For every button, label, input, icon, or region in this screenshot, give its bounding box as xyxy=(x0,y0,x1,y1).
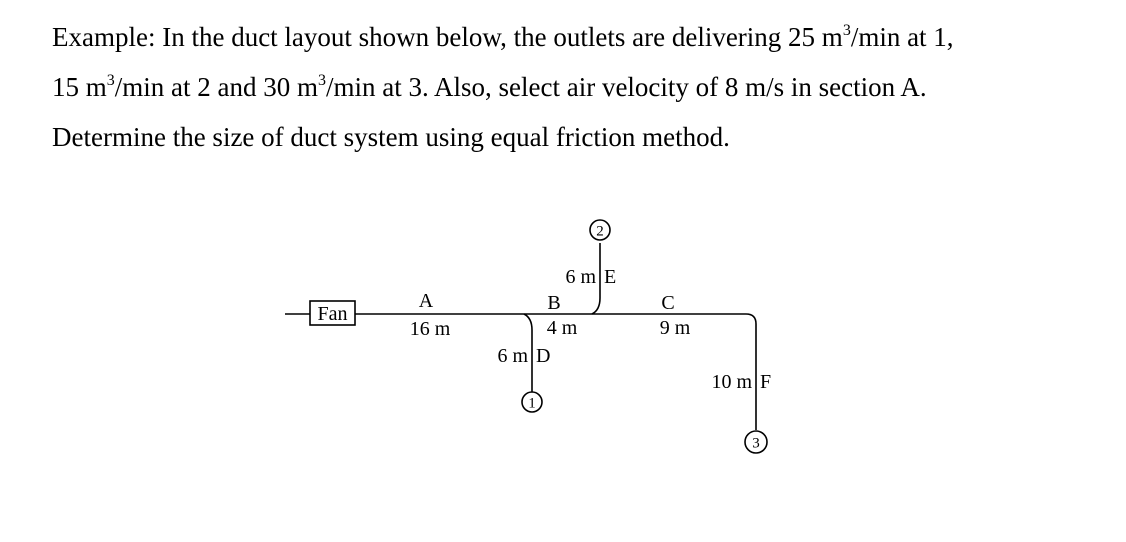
line-1-text-end: /min at 1, xyxy=(850,22,954,52)
section-c-length: 9 m xyxy=(659,317,691,339)
section-a-name: A xyxy=(418,290,434,312)
section-d-length: 6 m xyxy=(497,345,528,367)
fan-label: Fan xyxy=(317,303,348,325)
section-c-name: C xyxy=(661,292,675,314)
line-1-text: Example: In the duct layout shown below, the outlets are delivering 25 m xyxy=(52,22,843,52)
section-b-name: B xyxy=(547,292,561,314)
section-e-length: 6 m xyxy=(565,266,596,288)
superscript: 3 xyxy=(106,72,115,89)
section-d-name: D xyxy=(536,345,551,367)
outlet-1-label: 1 xyxy=(528,395,536,412)
outlet-2-label: 2 xyxy=(596,223,604,240)
section-b-length: 4 m xyxy=(546,317,578,339)
line-2-text-b: /min at 2 and 30 m xyxy=(114,72,318,102)
section-a-length: 16 m xyxy=(409,318,451,340)
superscript: 3 xyxy=(842,22,851,39)
line-2-text-c: /min at 3. Also, select air velocity of 8 m/s in section A. xyxy=(326,72,927,102)
outlet-3-label: 3 xyxy=(752,435,760,452)
problem-line-3: Determine the size of duct system using equal friction method. xyxy=(52,122,730,152)
section-f-length: 10 m xyxy=(711,371,752,393)
line-2-text-a: 15 m xyxy=(52,72,107,102)
section-e-name: E xyxy=(604,266,617,288)
section-f-name: F xyxy=(760,371,772,393)
superscript: 3 xyxy=(318,72,326,89)
